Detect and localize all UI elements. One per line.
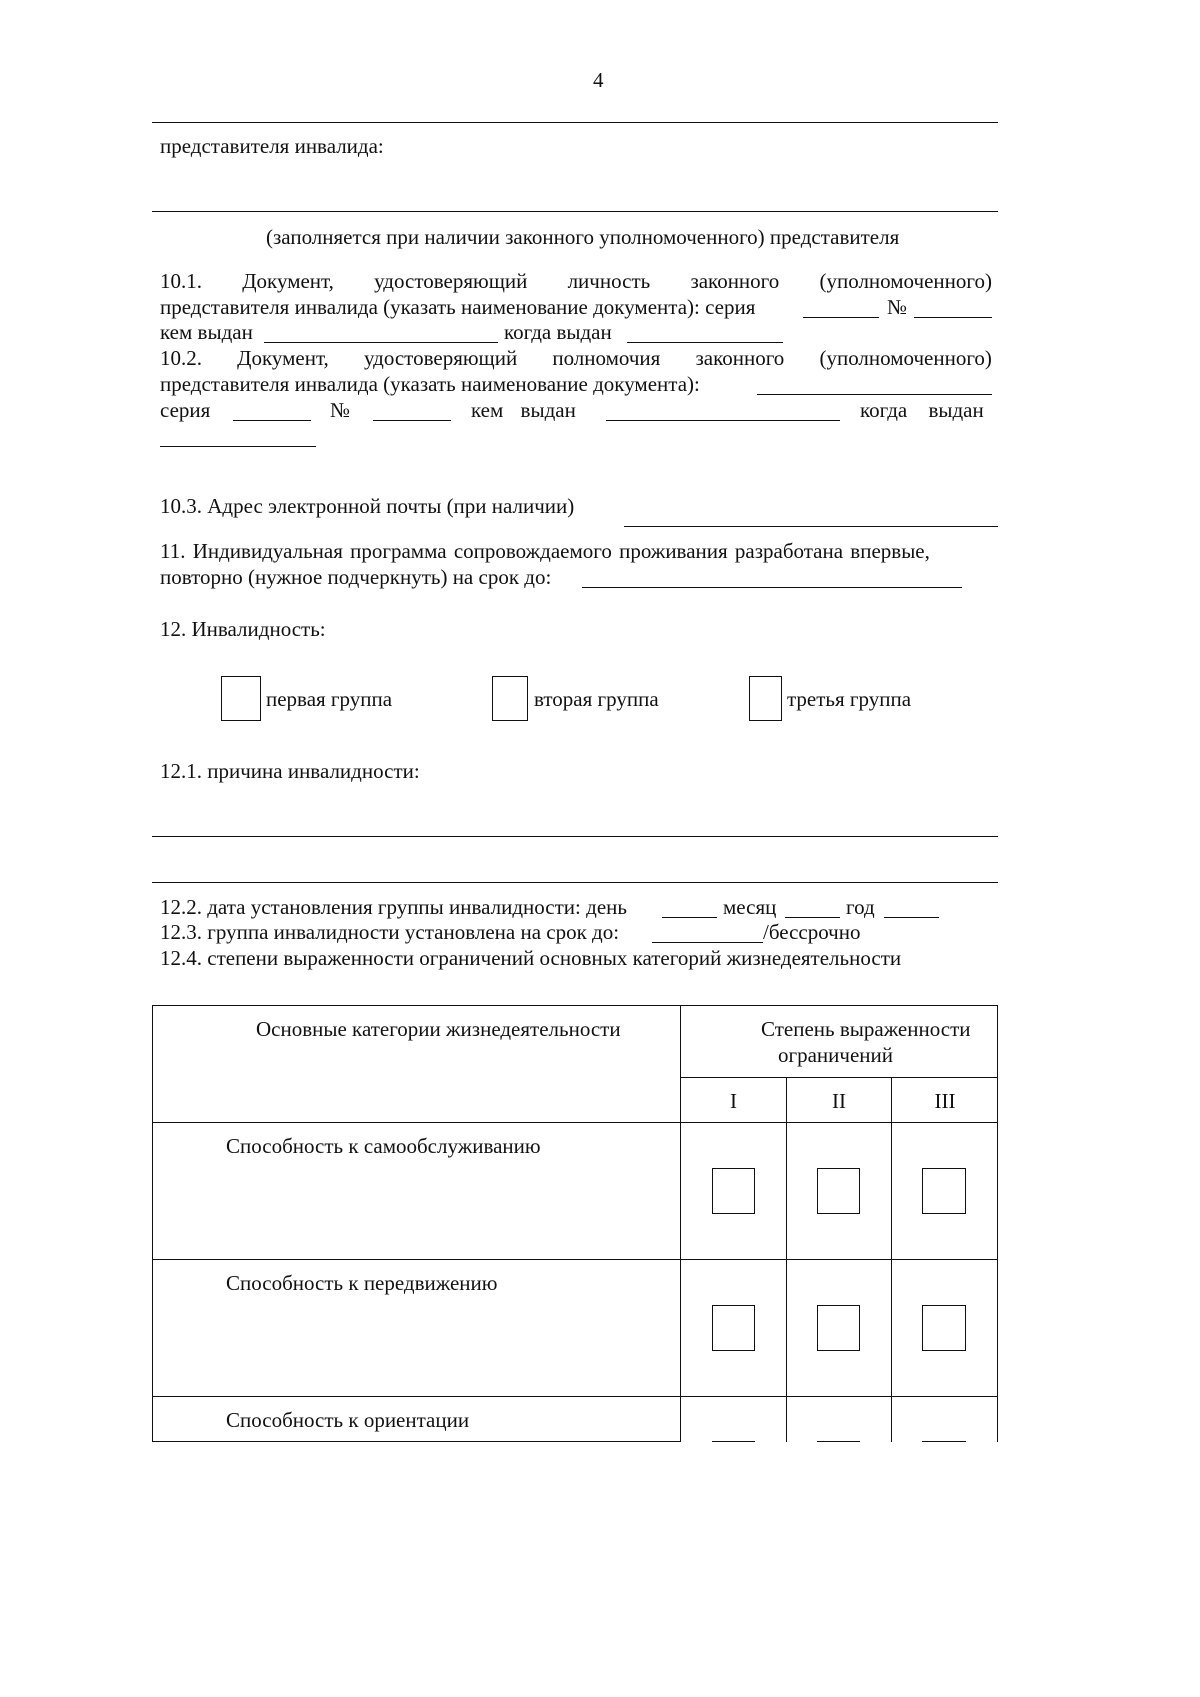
item-10-1-line1: 10.1. Документ, удостоверяющий личность законного (уполномоченного) [160, 269, 992, 293]
item-10-1-issued-by-label: кем выдан [160, 320, 253, 344]
degree-header-divider [680, 1077, 998, 1078]
month-field[interactable] [785, 917, 840, 918]
movement-degree-I-checkbox[interactable] [712, 1305, 755, 1351]
self-care-degree-I-checkbox[interactable] [712, 1168, 755, 1214]
orientation-degree-II-checkbox-top[interactable] [817, 1441, 860, 1442]
row-self-care-label: Способность к самообслуживанию [226, 1134, 541, 1158]
group-1-label: первая группа [266, 687, 393, 711]
group-2-label: вторая группа [534, 687, 659, 711]
cause-line-1[interactable] [152, 836, 998, 837]
representative-label: представителя инвалида: [160, 134, 384, 158]
item-10-2-series-label: серия [160, 398, 211, 422]
movement-degree-II-checkbox[interactable] [817, 1305, 860, 1351]
table-left-border [152, 1005, 153, 1442]
table-right-border [997, 1005, 998, 1442]
row-movement-label: Способность к передвижению [226, 1271, 498, 1295]
item-10-2-line2: представителя инвалида (указать наименование документа): [160, 372, 700, 396]
program-term-field[interactable] [582, 587, 962, 588]
item-10-2-number-sign: № [330, 398, 351, 422]
item-10-1-issued-when-label: когда выдан [504, 320, 612, 344]
orientation-degree-I-checkbox-top[interactable] [712, 1441, 755, 1442]
item-10-1-series-field[interactable] [803, 317, 879, 318]
cause-line-2[interactable] [152, 882, 998, 883]
month-label: месяц [723, 895, 777, 919]
degree-header-line1: Степень выраженности [761, 1017, 971, 1041]
item-10-1-line2: представителя инвалида (указать наименование документа): серия [160, 295, 756, 319]
item-12-1-label: 12.1. причина инвалидности: [160, 759, 420, 783]
item-12-4-label: 12.4. степени выраженности ограничений основных категорий жизнедеятельности [160, 946, 902, 970]
self-care-degree-II-checkbox[interactable] [817, 1168, 860, 1214]
item-10-2-issued-by-field[interactable] [606, 420, 840, 421]
item-10-2-issued-by-label: кем выдан [471, 398, 576, 422]
item-10-3-label: 10.3. Адрес электронной почты (при наличии) [160, 494, 575, 518]
group-1-checkbox[interactable] [221, 676, 261, 721]
item-12-label: 12. Инвалидность: [160, 617, 326, 641]
degree-II-header: II [832, 1089, 846, 1113]
row-orientation-label: Способность к ориентации [226, 1408, 470, 1432]
item-10-1-issued-when-field[interactable] [627, 342, 783, 343]
orientation-degree-III-checkbox-top[interactable] [922, 1441, 966, 1442]
item-10-1-number-sign: № [887, 295, 908, 319]
group-3-label: третья группа [787, 687, 912, 711]
representative-note: (заполняется при наличии законного уполномоченного) представителя [266, 225, 900, 249]
table-top-border [152, 1005, 998, 1006]
row-3-bottom-border [152, 1441, 681, 1442]
item-10-1-issued-by-field[interactable] [264, 342, 498, 343]
group-2-checkbox[interactable] [492, 676, 528, 721]
day-field[interactable] [662, 917, 717, 918]
categories-header: Основные категории жизнедеятельности [256, 1017, 621, 1041]
item-12-3-suffix: /бессрочно [763, 920, 861, 944]
representative-name-line[interactable] [152, 211, 998, 212]
degree-III-header: III [934, 1089, 956, 1113]
degree-header-line2: ограничений [778, 1043, 894, 1067]
row-1-bottom-border [152, 1259, 998, 1260]
item-10-2-issued-when-label: когда выдан [860, 398, 984, 422]
email-field[interactable] [624, 526, 998, 527]
item-10-2-series-field[interactable] [233, 420, 311, 421]
item-10-2-number-field[interactable] [373, 420, 451, 421]
item-10-2-line1: 10.2. Документ, удостоверяющий полномочия законного (уполномоченного) [160, 346, 992, 370]
group-term-field[interactable] [652, 942, 763, 943]
item-11-line2: повторно (нужное подчеркнуть) на срок до: [160, 565, 552, 589]
degree-I-header: I [730, 1089, 737, 1113]
header-bottom-border [152, 1122, 998, 1123]
page-number: 4 [593, 68, 604, 92]
year-label: год [846, 895, 875, 919]
top-rule [152, 122, 998, 123]
item-12-3-label: 12.3. группа инвалидности установлена на срок до: [160, 920, 620, 944]
year-field[interactable] [884, 917, 939, 918]
group-3-checkbox[interactable] [749, 676, 782, 721]
item-12-2-label: 12.2. дата установления группы инвалидности: день [160, 895, 627, 919]
item-10-2-issued-when-field[interactable] [160, 446, 316, 447]
table-divider-main [680, 1005, 681, 1442]
item-11-line1: 11. Индивидуальная программа сопровождаемого проживания разработана впервые, [160, 539, 930, 563]
row-2-bottom-border [152, 1396, 998, 1397]
self-care-degree-III-checkbox[interactable] [922, 1168, 966, 1214]
movement-degree-III-checkbox[interactable] [922, 1305, 966, 1351]
item-10-2-document-field[interactable] [757, 394, 992, 395]
item-10-1-number-field[interactable] [914, 317, 992, 318]
